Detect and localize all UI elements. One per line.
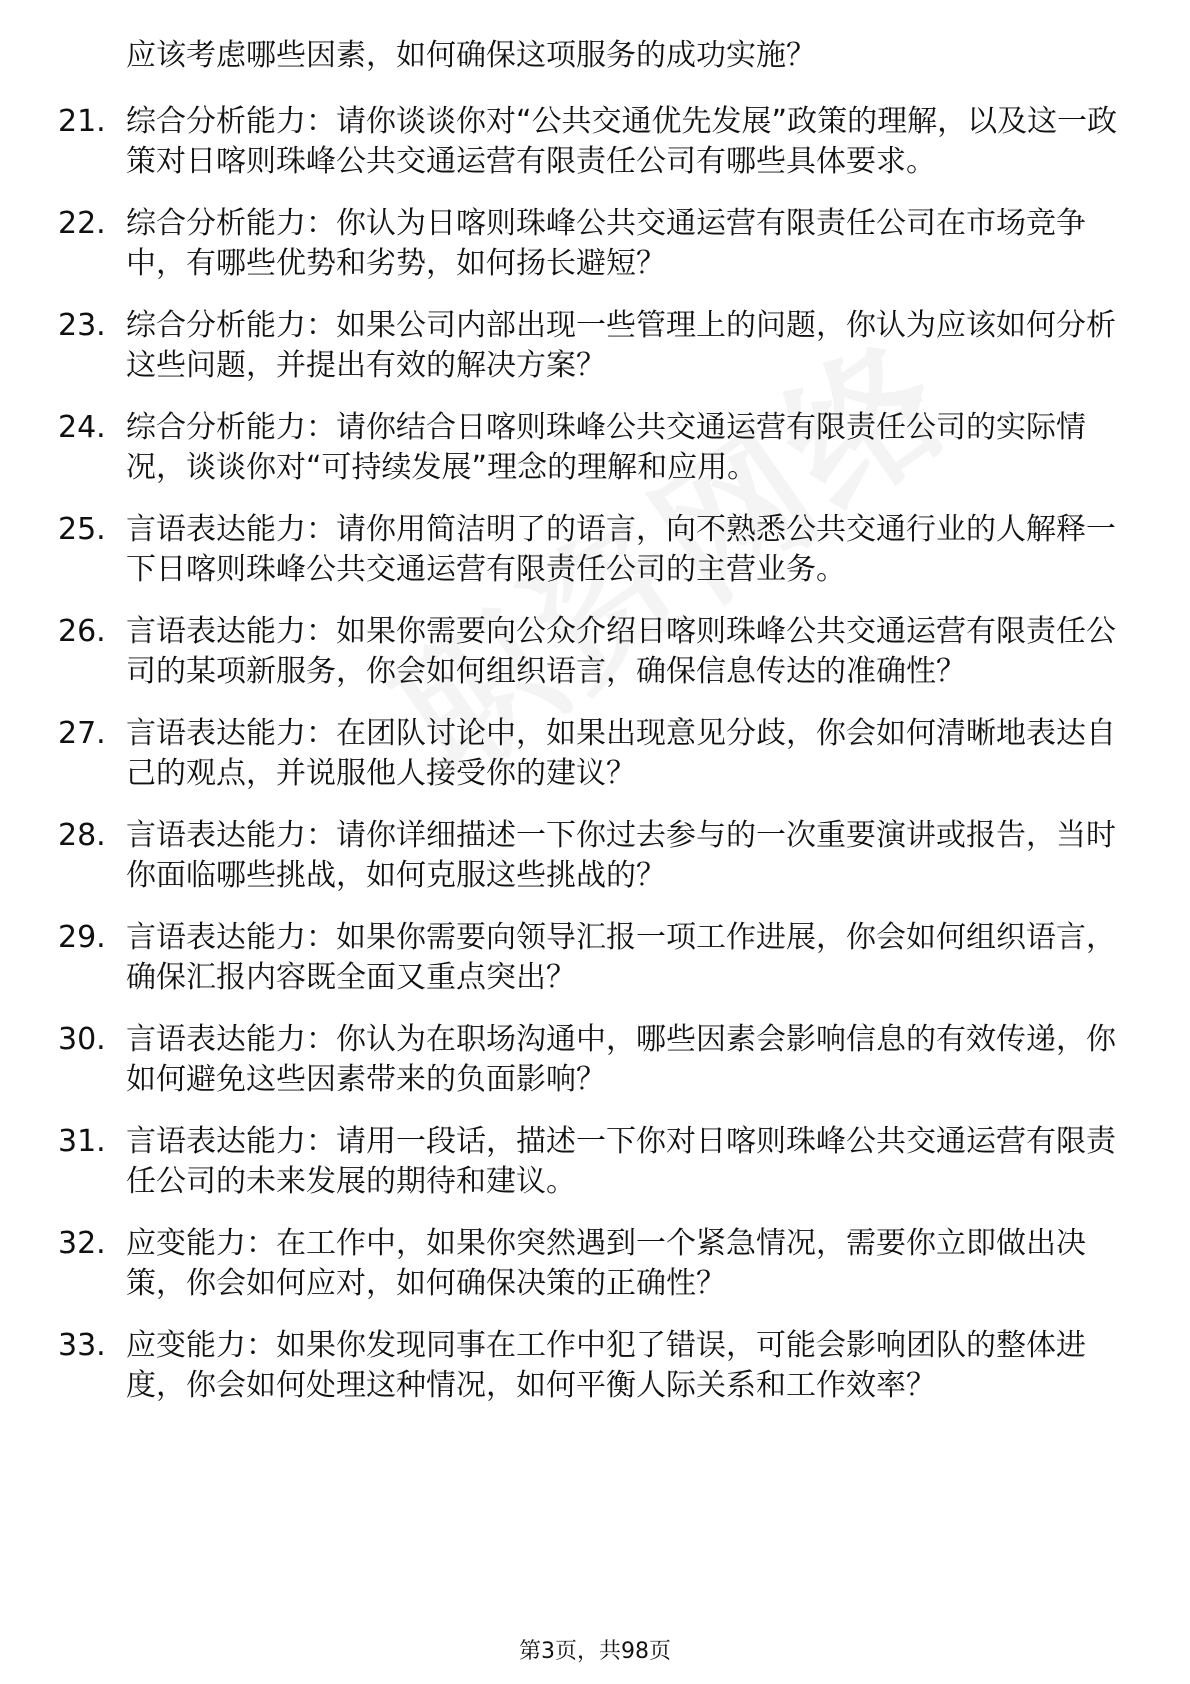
question-text: 综合分析能力：请你结合日喀则珠峰公共交通运营有限责任公司的实际情况，谈谈你对“可持续发展”理念的理解和应用。	[126, 410, 1086, 485]
question-item	[58, 1326, 1118, 1406]
question-item	[58, 204, 1118, 284]
question-text: 言语表达能力：如果你需要向公众介绍日喀则珠峰公共交通运营有限责任公司的某项新服务，你会如何组织语言，确保信息传达的准确性？	[126, 614, 1116, 689]
question-number: 31.	[58, 1124, 106, 1159]
question-number: 33.	[58, 1328, 106, 1363]
continued-text: 应该考虑哪些因素，如何确保这项服务的成功实施？	[126, 38, 816, 73]
question-text: 言语表达能力：请你用简洁明了的语言，向不熟悉公共交通行业的人解释一下日喀则珠峰公共交通运营有限责任公司的主营业务。	[126, 512, 1116, 587]
question-text: 言语表达能力：你认为在职场沟通中，哪些因素会影响信息的有效传递，你如何避免这些因素带来的负面影响？	[126, 1022, 1116, 1097]
question-text: 言语表达能力：请你详细描述一下你过去参与的一次重要演讲或报告，当时你面临哪些挑战，如何克服这些挑战的？	[126, 818, 1116, 893]
question-number: 22.	[58, 206, 106, 241]
question-number: 24.	[58, 410, 106, 445]
question-number: 23.	[58, 308, 106, 343]
question-text: 言语表达能力：请用一段话，描述一下你对日喀则珠峰公共交通运营有限责任公司的未来发展的期待和建议。	[126, 1124, 1116, 1199]
question-item	[58, 918, 1118, 998]
page-footer: 第3页，共98页	[519, 1639, 671, 1664]
question-text: 应变能力：在工作中，如果你突然遇到一个紧急情况，需要你立即做出决策，你会如何应对，如何确保决策的正确性？	[126, 1226, 1086, 1301]
question-number: 30.	[58, 1022, 106, 1057]
question-item	[58, 1122, 1118, 1202]
question-text: 综合分析能力：请你谈谈你对“公共交通优先发展”政策的理解，以及这一政策对日喀则珠峰公共交通运营有限责任公司有哪些具体要求。	[126, 104, 1118, 179]
question-item	[58, 714, 1118, 794]
question-text: 言语表达能力：如果你需要向领导汇报一项工作进展，你会如何组织语言，确保汇报内容既全面又重点突出？	[126, 920, 1116, 995]
question-item	[58, 1224, 1118, 1304]
question-text: 言语表达能力：在团队讨论中，如果出现意见分歧，你会如何清晰地表达自己的观点，并说服他人接受你的建议？	[126, 716, 1116, 791]
question-text: 综合分析能力：你认为日喀则珠峰公共交通运营有限责任公司在市场竞争中，有哪些优势和劣势，如何扬长避短？	[126, 206, 1086, 281]
question-number: 28.	[58, 818, 106, 853]
question-item	[58, 816, 1118, 896]
question-item	[58, 306, 1118, 386]
question-number: 32.	[58, 1226, 106, 1261]
question-list	[58, 36, 1118, 1428]
question-number: 26.	[58, 614, 106, 649]
question-number: 29.	[58, 920, 106, 955]
question-number: 21.	[58, 104, 106, 139]
question-item	[58, 1020, 1118, 1100]
question-item	[58, 510, 1118, 590]
question-item	[58, 102, 1118, 182]
question-item	[58, 408, 1118, 488]
question-number: 27.	[58, 716, 106, 751]
question-text: 综合分析能力：如果公司内部出现一些管理上的问题，你认为应该如何分析这些问题，并提出有效的解决方案？	[126, 308, 1116, 383]
question-number: 25.	[58, 512, 106, 547]
question-text: 应变能力：如果你发现同事在工作中犯了错误，可能会影响团队的整体进度，你会如何处理这种情况，如何平衡人际关系和工作效率？	[126, 1328, 1086, 1403]
question-item	[58, 612, 1118, 692]
